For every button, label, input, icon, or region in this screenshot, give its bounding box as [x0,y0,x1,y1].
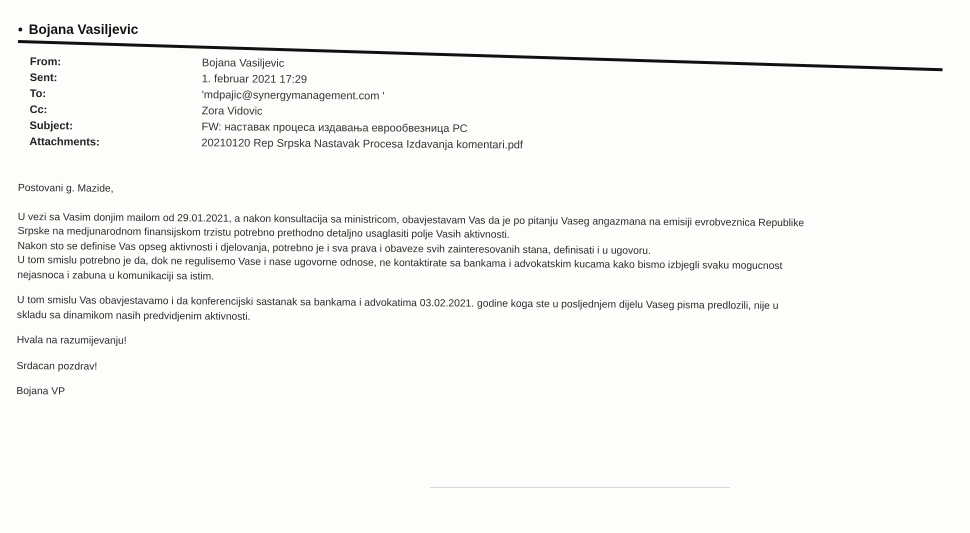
paragraph-1-line-5: nejasnoca i zabuna u komunikaciji sa istim. [17,269,215,283]
paragraph-1-line-2: Srpske na medjunarodnom finansijskom trzistu potrebno prethodno detaljno usaglasiti polje Vasih aktivnosti. [17,225,510,241]
subject-value: FW: наставак процеса издавања еврообвезница РС [201,121,468,136]
paragraph-1-line-4: U tom smislu potrebno je da, dok ne regulisemo Vase i nase ugovorne odnose, ne kontaktirate sa bankama i advokatskim kucama kako bismo izbjegli svaku mogucnost [17,254,783,273]
paragraph-2-line-2: skladu sa dinamikom nasih predvidjenim aktivnosti. [16,309,251,323]
attachment-filename: 20210120 Rep Srpska Nastavak Procesa Izdavanja komentari.pdf [201,137,524,152]
title-bullet: • [18,22,23,37]
from-label: From: [29,55,62,69]
from-value: Bojana Vasiljevic [201,57,285,70]
cc-value: Zora Vidovic [201,105,263,118]
greeting: Postovani g. Mazide, [17,182,114,195]
paragraph-1-line-1: U vezi sa Vasim donjim mailom od 29.01.2021, a nakon konsultacija sa ministricom, obavjestavam Vas da je po pitanju Vaseg angazmana na emisiji evrobveznica Republike [17,211,805,229]
sent-value: 1. februar 2021 17:29 [201,73,308,86]
scan-artifact-line [430,487,730,488]
paragraph-1-line-3: Nakon sto se definise Vas opseg aktivnosti i djelovanja, potrebno je i sva prava i obaveze svih zainteresovanih stana, definisati i u ugovoru. [17,240,651,257]
attachments-label: Attachments: [29,135,100,149]
thanks-line: Hvala na razumijevanju! [16,334,127,347]
email-body [16,182,928,407]
email-header [29,54,630,154]
header-row-attachments [29,134,629,154]
subject-label: Subject: [29,119,73,133]
signature: Bojana VP [16,385,66,398]
sender-name: Bojana Vasiljevic [28,22,139,37]
to-label: To: [29,87,47,101]
cc-label: Cc: [29,103,48,117]
sender-title [18,22,138,37]
sent-label: Sent: [29,71,58,85]
to-value: 'mdpajic@synergymanagement.com ' [201,89,385,103]
paragraph-2-line-1: U tom smislu Vas obavjestavamo i da konferencijski sastanak sa bankama i advokatima 03.02.2021. godine koga ste u posljednjem dijelu Vaseg pisma predlozili, nije u [17,294,779,312]
closing-line: Srdacan pozdrav! [16,360,98,373]
